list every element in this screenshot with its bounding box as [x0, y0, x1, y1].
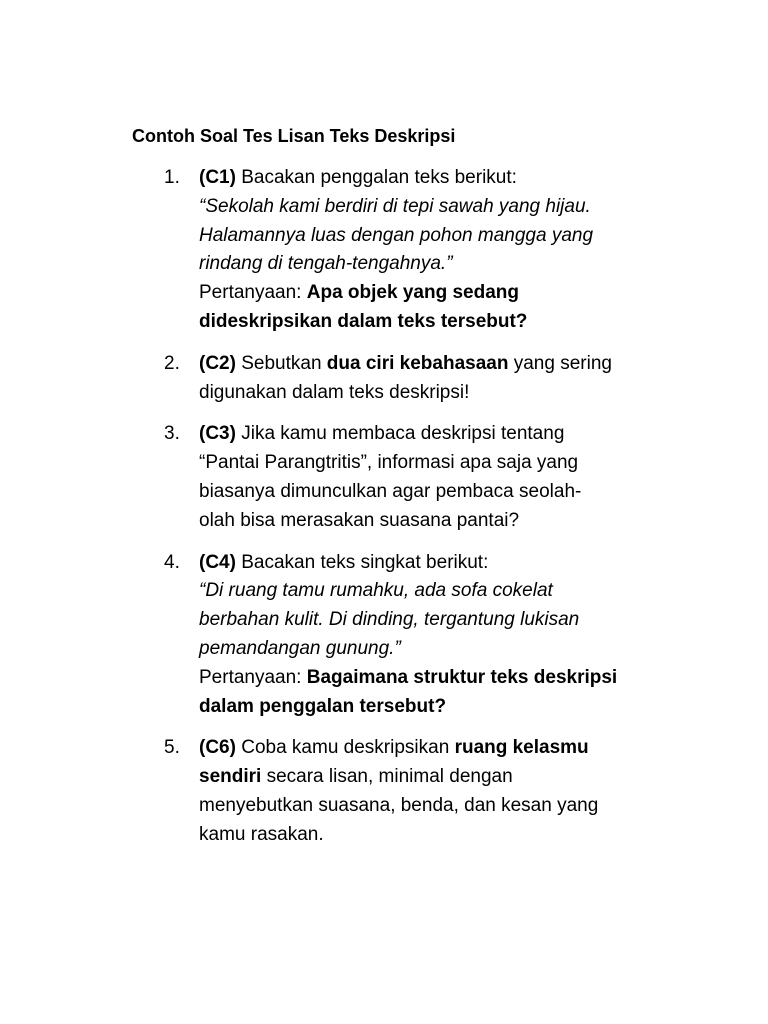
question-body — [199, 420, 632, 535]
question-5 — [132, 734, 632, 849]
question-emphasis: dalam penggalan tersebut? — [199, 695, 447, 717]
quoted-text-line: Halamannya luas dengan pohon mangga yang — [199, 224, 594, 246]
question-3 — [132, 420, 632, 535]
cognitive-level-code: (C4) — [199, 551, 236, 573]
quoted-text-line: “Sekolah kami berdiri di tepi sawah yang hijau. — [199, 195, 591, 217]
question-line — [199, 664, 632, 693]
question-1 — [132, 164, 632, 337]
question-line — [199, 350, 632, 379]
question-body — [199, 164, 632, 337]
cognitive-level-code: (C2) — [199, 352, 236, 374]
quoted-text-line: rindang di tengah-tengahnya.” — [199, 253, 453, 275]
quoted-text-line: “Di ruang tamu rumahku, ada sofa cokelat — [199, 580, 553, 602]
question-emphasis: dideskripsikan dalam teks tersebut? — [199, 310, 528, 332]
question-line — [199, 420, 632, 449]
question-2 — [132, 350, 632, 408]
question-emphasis: Apa objek yang sedang — [306, 282, 519, 304]
question-text: Sebutkan — [235, 352, 327, 374]
question-line — [199, 549, 632, 578]
question-number: 4. — [164, 551, 180, 573]
question-text: Bacakan teks singkat berikut: — [235, 551, 489, 573]
question-number: 5. — [164, 737, 180, 759]
question-line: biasanya dimunculkan agar pembaca seolah- — [199, 480, 582, 502]
cognitive-level-code: (C6) — [199, 737, 236, 759]
question-body — [199, 734, 632, 849]
question-text: Coba kamu deskripsikan — [235, 737, 455, 759]
question-emphasis: sendiri — [199, 766, 262, 788]
question-label: Pertanyaan: — [199, 666, 307, 688]
question-line: menyebutkan suasana, benda, dan kesan yang — [199, 794, 599, 816]
question-line — [199, 279, 632, 308]
question-text: Bacakan penggalan teks berikut: — [235, 167, 517, 188]
question-number: 2. — [164, 352, 180, 374]
question-line — [199, 164, 632, 193]
question-line — [199, 734, 632, 763]
question-line: digunakan dalam teks deskripsi! — [199, 381, 470, 403]
question-emphasis: ruang kelasmu — [454, 737, 589, 759]
question-body — [199, 350, 632, 408]
cognitive-level-code: (C3) — [199, 423, 236, 445]
quoted-text-line: pemandangan gunung.” — [199, 637, 401, 659]
question-text: secara lisan, minimal dengan — [261, 766, 513, 788]
question-number: 3. — [164, 423, 180, 445]
question-emphasis: Bagaimana struktur teks deskripsi — [306, 666, 618, 688]
question-body — [199, 549, 632, 722]
question-text: yang sering — [508, 352, 612, 374]
question-number: 1. — [164, 167, 180, 188]
question-label: Pertanyaan: — [199, 282, 307, 304]
question-line: olah bisa merasakan suasana pantai? — [199, 509, 520, 531]
question-line: “Pantai Parangtritis”, informasi apa saja yang — [199, 452, 579, 474]
cognitive-level-code: (C1) — [199, 167, 236, 188]
question-emphasis: dua ciri kebahasaan — [326, 352, 509, 374]
question-line: kamu rasakan. — [199, 823, 324, 845]
question-4 — [132, 549, 632, 722]
question-text: Jika kamu membaca deskripsi tentang — [235, 423, 565, 445]
question-line — [199, 763, 632, 792]
quoted-text-line: berbahan kulit. Di dinding, tergantung lukisan — [199, 609, 580, 631]
page-title: Contoh Soal Tes Lisan Teks Deskripsi — [132, 126, 456, 146]
question-list — [132, 164, 632, 863]
